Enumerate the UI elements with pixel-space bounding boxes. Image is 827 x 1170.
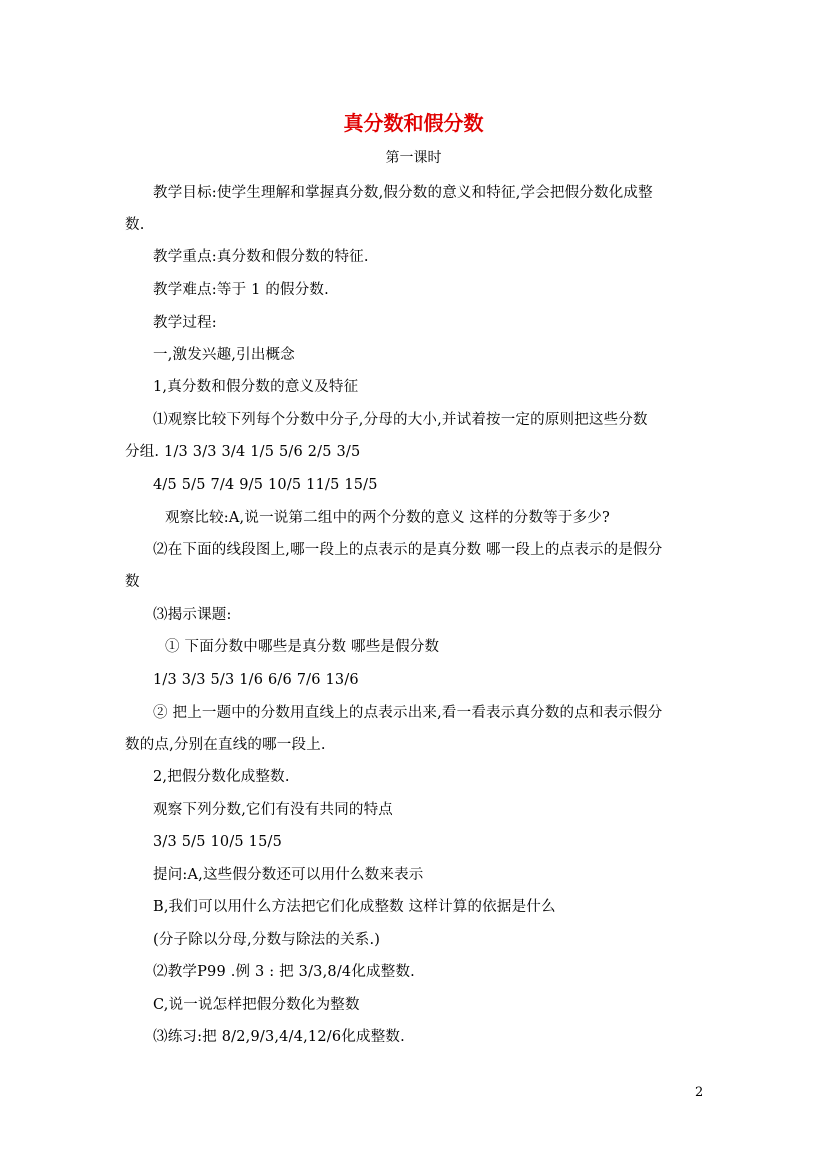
teaching-process: 教学过程: [153, 315, 217, 331]
question-1: ① 下面分数中哪些是真分数 哪些是假分数 [165, 639, 440, 655]
exercise: ⑶练习:把 8/2,9/3,4/4,12/6化成整数. [153, 1029, 405, 1045]
paragraph-number-line-cont: 数 [125, 574, 140, 590]
question-2-cont: 数的点,分别在直线的哪一段上. [125, 737, 326, 753]
teaching-goal-cont: 数. [125, 217, 145, 233]
teaching-goal: 教学目标:使学生理解和掌握真分数,假分数的意义和特征,学会把假分数化成整 [153, 185, 653, 201]
section-one-heading: 一,激发兴趣,引出概念 [153, 347, 295, 363]
page-subtitle: 第一课时 [385, 150, 442, 166]
reveal-topic: ⑶揭示课题: [153, 607, 232, 623]
page-title: 真分数和假分数 [343, 111, 484, 135]
question-2: ② 把上一题中的分数用直线上的点表示出来,看一看表示真分数的点和表示假分 [153, 705, 663, 721]
page-number: 2 [695, 1085, 704, 1100]
fractions-list-2: 1/3 3/3 5/3 1/6 6/6 7/6 13/6 [153, 672, 359, 688]
observe-compare: 观察比较:A,说一说第二组中的两个分数的意义 这样的分数等于多少? [165, 510, 610, 526]
subsection-2: 2,把假分数化成整数. [153, 769, 290, 785]
question-b: B,我们可以用什么方法把它们化成整数 这样计算的依据是什么 [153, 899, 556, 915]
paragraph-number-line: ⑵在下面的线段图上,哪一段上的点表示的是真分数 哪一段上的点表示的是假分 [153, 542, 663, 558]
observe-fractions: 观察下列分数,它们有没有共同的特点 [153, 802, 394, 818]
subsection-1: 1,真分数和假分数的意义及特征 [153, 379, 359, 395]
question-c: C,说一说怎样把假分数化为整数 [153, 997, 360, 1013]
answer-note: (分子除以分母,分数与除法的关系.) [153, 932, 381, 948]
teaching-focus: 教学重点:真分数和假分数的特征. [153, 249, 369, 265]
question-a: 提问:A,这些假分数还可以用什么数来表示 [153, 867, 424, 883]
example-3: ⑵教学P99 .例 3 : 把 3/3,8/4化成整数. [153, 964, 415, 980]
fractions-list-1: 4/5 5/5 7/4 9/5 10/5 11/5 15/5 [153, 477, 378, 493]
teaching-difficulty: 教学难点:等于 1 的假分数. [153, 282, 329, 298]
fractions-list-3: 3/3 5/5 10/5 15/5 [153, 834, 283, 850]
paragraph-observe: ⑴观察比较下列每个分数中分子,分母的大小,并试着按一定的原则把这些分数 [153, 412, 648, 428]
paragraph-observe-cont: 分组. 1/3 3/3 3/4 1/5 5/6 2/5 3/5 [125, 444, 361, 460]
